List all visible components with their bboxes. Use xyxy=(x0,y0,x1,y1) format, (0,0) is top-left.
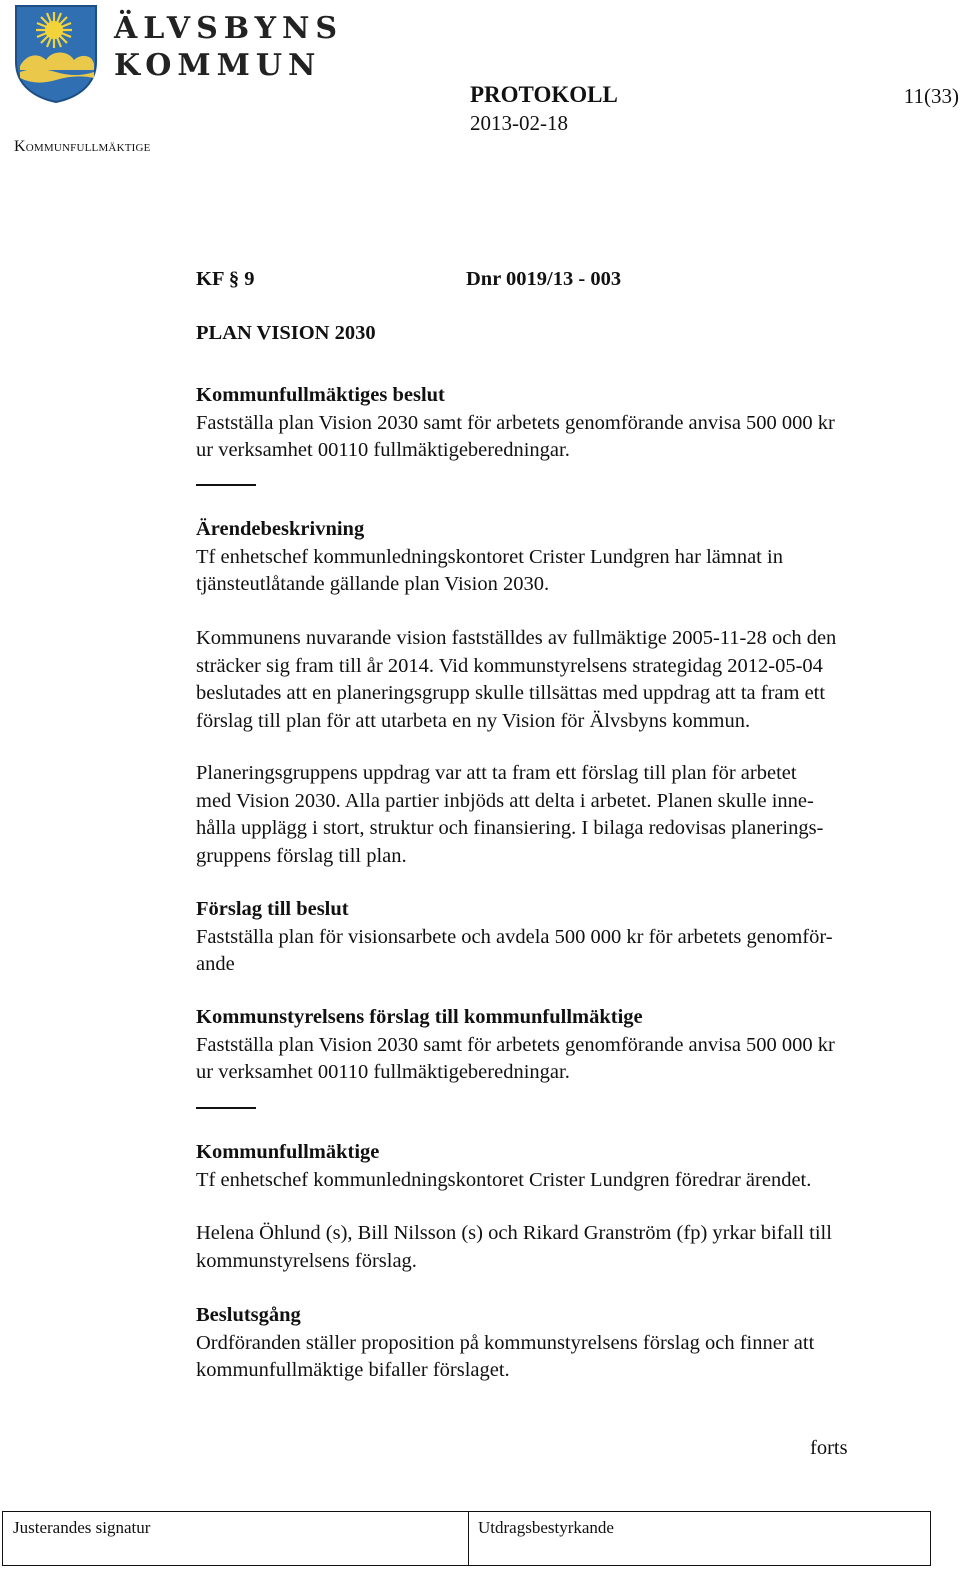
paragraph-line: Kommunens nuvarande vision fastställdes av fullmäktige 2005-11-28 och den xyxy=(196,627,837,649)
extract-certification-label: Utdragsbestyrkande xyxy=(478,1518,614,1537)
decision-procedure-line: kommunfullmäktige bifaller förslaget. xyxy=(196,1359,510,1381)
municipality-coat-of-arms-icon xyxy=(14,4,98,104)
decision-procedure-section xyxy=(196,1302,936,1385)
paragraph-line: gruppens förslag till plan. xyxy=(196,844,407,867)
paragraph-line: Planeringsgruppens uppdrag var att ta fram ett förslag till plan för arbetet xyxy=(196,762,797,784)
case-description-line: tjänsteutlåtande gällande plan Vision 2030. xyxy=(196,573,550,595)
document-date: 2013-02-18 xyxy=(470,111,568,135)
council-heading: Kommunfullmäktige xyxy=(196,1141,380,1163)
board-proposal-section xyxy=(196,1004,936,1087)
board-proposal-heading: Kommunstyrelsens förslag till kommunfullmäktige xyxy=(196,1006,643,1028)
council-line: Tf enhetschef kommunledningskontoret Crister Lundgren föredrar ärendet. xyxy=(196,1168,812,1191)
case-description-section xyxy=(196,516,936,599)
document-type: PROTOKOLL xyxy=(470,82,618,107)
paragraph-line: hålla upplägg i stort, struktur och finansiering. I bilaga redovisas planerings- xyxy=(196,817,824,839)
case-description-line: Tf enhetschef kommunledningskontoret Crister Lundgren har lämnat in xyxy=(196,545,783,568)
paragraph-line: förslag till plan för att utarbeta en ny Vision för Älvsbyns kommun. xyxy=(196,709,751,732)
decision-procedure-heading: Beslutsgång xyxy=(196,1304,301,1326)
board-proposal-line: Fastställa plan Vision 2030 samt för arbetets genomförande anvisa 500 000 kr xyxy=(196,1033,835,1056)
adjuster-signature-label: Justerandes signatur xyxy=(13,1518,151,1537)
decision-text-line: ur verksamhet 00110 fullmäktigeberedningar. xyxy=(196,439,570,461)
section-divider xyxy=(196,484,256,486)
background-paragraph xyxy=(196,625,936,735)
decision-section xyxy=(196,382,936,465)
case-title: PLAN VISION 2030 xyxy=(196,322,376,344)
paragraph-line: Helena Öhlund (s), Bill Nilsson (s) och Rikard Granström (fp) yrkar bifall till xyxy=(196,1222,832,1244)
paragraph-number: KF § 9 xyxy=(196,268,255,290)
section-divider xyxy=(196,1107,256,1109)
case-description-heading: Ärendebeskrivning xyxy=(196,518,365,540)
proposal-line: ande xyxy=(196,953,235,975)
proposal-heading: Förslag till beslut xyxy=(196,898,349,920)
decision-procedure-line: Ordföranden ställer proposition på kommunstyrelsens förslag och finner att xyxy=(196,1331,815,1354)
case-number: Dnr 0019/13 - 003 xyxy=(466,268,622,290)
continued-label: forts xyxy=(810,1437,848,1459)
board-proposal-line: ur verksamhet 00110 fullmäktigeberedningar. xyxy=(196,1061,570,1083)
motion-paragraph xyxy=(196,1220,936,1275)
proposal-section xyxy=(196,896,936,979)
municipality-name-line2: KOMMUN xyxy=(114,48,322,83)
paragraph-line: sträcker sig fram till år 2014. Vid kommunstyrelsens strategidag 2012-05-04 xyxy=(196,654,823,677)
decision-text-line: Fastställa plan Vision 2030 samt för arbetets genomförande anvisa 500 000 kr xyxy=(196,411,835,434)
department-label: Kommunfullmäktige xyxy=(14,138,151,155)
decision-heading: Kommunfullmäktiges beslut xyxy=(196,384,445,406)
council-section xyxy=(196,1139,936,1194)
planning-group-paragraph xyxy=(196,760,936,870)
paragraph-line: med Vision 2030. Alla partier inbjöds att delta i arbetet. Planen skulle inne- xyxy=(196,789,814,812)
page-number: 11(33) xyxy=(903,84,959,108)
municipality-name-line1: ÄLVSBYNS xyxy=(114,11,344,46)
paragraph-line: beslutades att en planeringsgrupp skulle tillsättas med uppdrag att ta fram ett xyxy=(196,682,826,704)
paragraph-line: kommunstyrelsens förslag. xyxy=(196,1249,417,1272)
signature-box-divider xyxy=(468,1511,469,1566)
proposal-line: Fastställa plan för visionsarbete och avdela 500 000 kr för arbetets genomför- xyxy=(196,925,833,948)
